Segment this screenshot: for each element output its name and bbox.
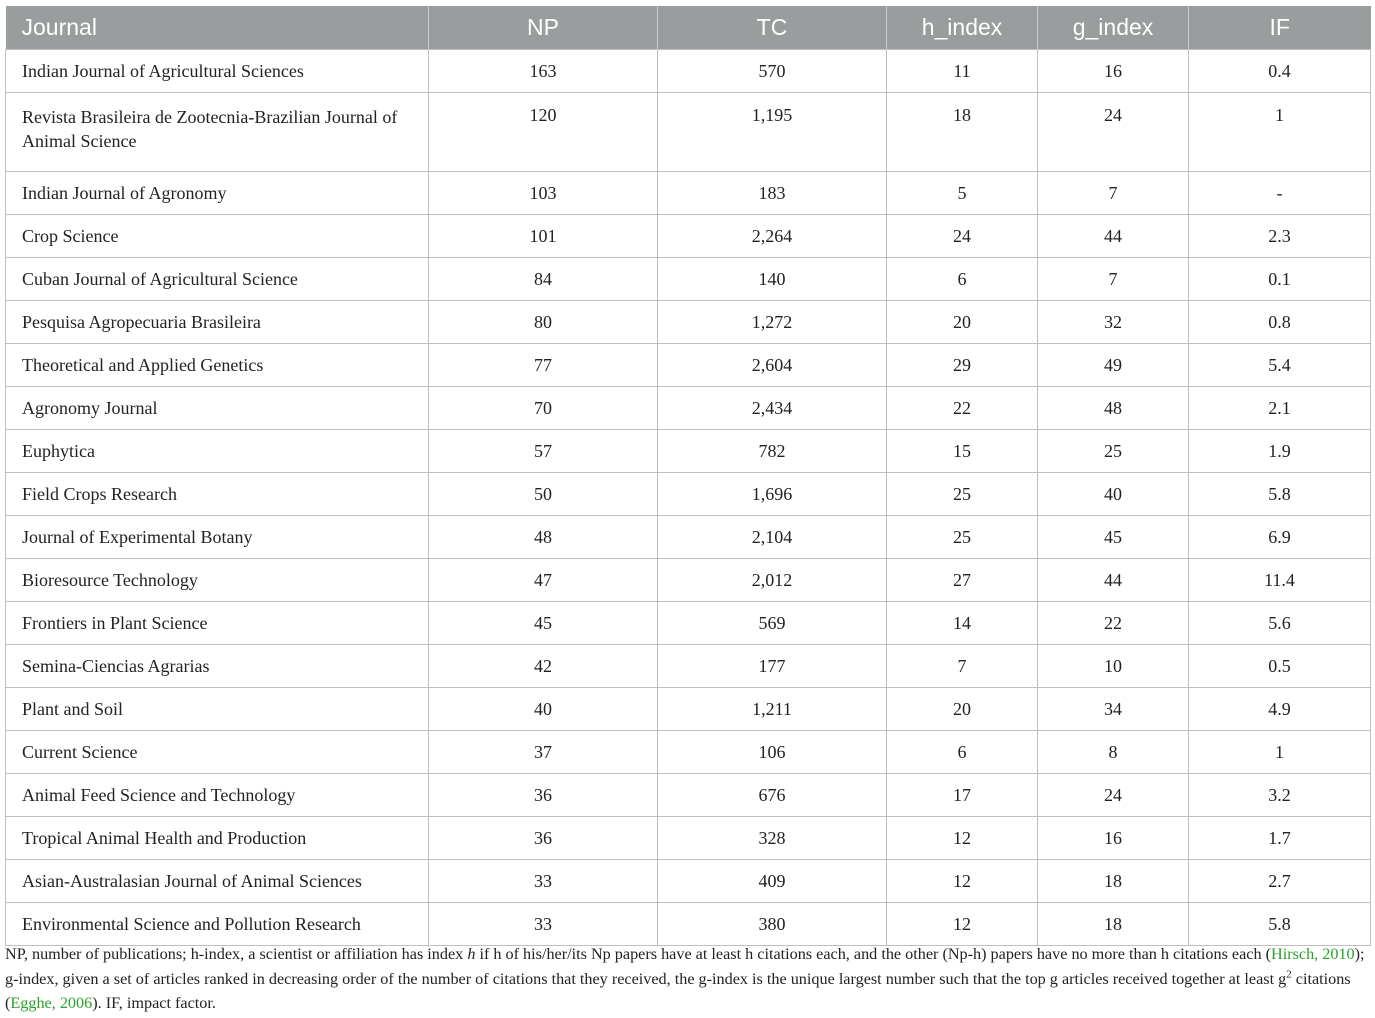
journal-name: Crop Science — [6, 215, 429, 258]
h-index-value: 17 — [887, 774, 1038, 817]
footnote-text: if h of his/her/its Np papers have at least h citations each, and the other (Np-h) papers have no more than h citations each ( — [475, 945, 1272, 963]
table-row — [6, 774, 1371, 817]
if-value: 1.9 — [1189, 430, 1371, 473]
header-tc: TC — [658, 6, 887, 50]
journal-name: Journal of Experimental Botany — [6, 516, 429, 559]
g-index-value: 7 — [1038, 258, 1189, 301]
g-index-value: 48 — [1038, 387, 1189, 430]
np-value: 36 — [429, 774, 658, 817]
footnote-text: ); g-index, given a set of articles ranked in decreasing order of the number of citations that they received, the g-index is the unique largest number such that the top g articles received together at least g — [5, 945, 1365, 988]
np-value: 50 — [429, 473, 658, 516]
table-row — [6, 903, 1371, 946]
g-index-value: 40 — [1038, 473, 1189, 516]
np-value: 37 — [429, 731, 658, 774]
g-index-value: 18 — [1038, 860, 1189, 903]
table-row — [6, 344, 1371, 387]
if-value: 4.9 — [1189, 688, 1371, 731]
np-value: 47 — [429, 559, 658, 602]
citation-link-hirsch[interactable]: Hirsch, 2010 — [1271, 945, 1355, 963]
np-value: 33 — [429, 903, 658, 946]
header-np: NP — [429, 6, 658, 50]
np-value: 101 — [429, 215, 658, 258]
g-index-value: 8 — [1038, 731, 1189, 774]
table-row — [6, 172, 1371, 215]
table-row — [6, 602, 1371, 645]
journal-name: Cuban Journal of Agricultural Science — [6, 258, 429, 301]
tc-value: 1,211 — [658, 688, 887, 731]
table-row — [6, 645, 1371, 688]
h-index-value: 22 — [887, 387, 1038, 430]
citation-link-egghe[interactable]: Egghe, 2006 — [10, 994, 93, 1012]
header-journal: Journal — [6, 6, 429, 50]
h-index-value: 6 — [887, 731, 1038, 774]
if-value: 0.5 — [1189, 645, 1371, 688]
tc-value: 177 — [658, 645, 887, 688]
if-value: 0.1 — [1189, 258, 1371, 301]
np-value: 70 — [429, 387, 658, 430]
np-value: 36 — [429, 817, 658, 860]
table-row — [6, 516, 1371, 559]
if-value: 3.2 — [1189, 774, 1371, 817]
h-index-value: 24 — [887, 215, 1038, 258]
g-index-value: 44 — [1038, 215, 1189, 258]
if-value: 0.8 — [1189, 301, 1371, 344]
table-row — [6, 93, 1371, 172]
tc-value: 328 — [658, 817, 887, 860]
header-row — [6, 6, 1371, 50]
journal-name: Bioresource Technology — [6, 559, 429, 602]
np-value: 40 — [429, 688, 658, 731]
tc-value: 1,696 — [658, 473, 887, 516]
header-h-index: h_index — [887, 6, 1038, 50]
footnote-text: citations ( — [5, 969, 1351, 1012]
table-row — [6, 473, 1371, 516]
g-index-value: 34 — [1038, 688, 1189, 731]
tc-value: 2,012 — [658, 559, 887, 602]
journal-name: Theoretical and Applied Genetics — [6, 344, 429, 387]
journal-name: Animal Feed Science and Technology — [6, 774, 429, 817]
tc-value: 569 — [658, 602, 887, 645]
h-index-value: 29 — [887, 344, 1038, 387]
journal-name: Euphytica — [6, 430, 429, 473]
if-value: - — [1189, 172, 1371, 215]
g-index-value: 49 — [1038, 344, 1189, 387]
footnote-text: NP, number of publications; h-index, a scientist or affiliation has index — [5, 945, 468, 963]
g-index-value: 22 — [1038, 602, 1189, 645]
if-value: 5.6 — [1189, 602, 1371, 645]
h-index-value: 12 — [887, 903, 1038, 946]
h-index-value: 11 — [887, 50, 1038, 93]
g-index-value: 16 — [1038, 817, 1189, 860]
np-value: 42 — [429, 645, 658, 688]
tc-value: 2,104 — [658, 516, 887, 559]
if-value: 0.4 — [1189, 50, 1371, 93]
tc-value: 2,604 — [658, 344, 887, 387]
np-value: 45 — [429, 602, 658, 645]
journal-name: Environmental Science and Pollution Research — [6, 903, 429, 946]
table-row — [6, 258, 1371, 301]
journal-name: Plant and Soil — [6, 688, 429, 731]
table-row — [6, 430, 1371, 473]
np-value: 80 — [429, 301, 658, 344]
if-value: 1 — [1189, 93, 1371, 172]
journal-name: Pesquisa Agropecuaria Brasileira — [6, 301, 429, 344]
journal-name: Revista Brasileira de Zootecnia-Brazilian Journal of Animal Science — [6, 93, 429, 172]
g-index-value: 44 — [1038, 559, 1189, 602]
journal-name: Tropical Animal Health and Production — [6, 817, 429, 860]
if-value: 11.4 — [1189, 559, 1371, 602]
h-index-value: 15 — [887, 430, 1038, 473]
tc-value: 140 — [658, 258, 887, 301]
h-index-value: 20 — [887, 688, 1038, 731]
np-value: 103 — [429, 172, 658, 215]
h-index-value: 12 — [887, 860, 1038, 903]
table-row — [6, 559, 1371, 602]
g-index-value: 10 — [1038, 645, 1189, 688]
g-index-value: 18 — [1038, 903, 1189, 946]
h-index-value: 27 — [887, 559, 1038, 602]
journal-name: Semina-Ciencias Agrarias — [6, 645, 429, 688]
tc-value: 106 — [658, 731, 887, 774]
footnote-text: ). IF, impact factor. — [92, 994, 216, 1012]
tc-value: 380 — [658, 903, 887, 946]
header-if: IF — [1189, 6, 1371, 50]
g-index-value: 24 — [1038, 93, 1189, 172]
footnote-superscript: 2 — [1286, 968, 1292, 981]
tc-value: 2,264 — [658, 215, 887, 258]
h-index-value: 14 — [887, 602, 1038, 645]
if-value: 5.8 — [1189, 903, 1371, 946]
g-index-value: 16 — [1038, 50, 1189, 93]
tc-value: 782 — [658, 430, 887, 473]
h-index-value: 20 — [887, 301, 1038, 344]
table-row — [6, 301, 1371, 344]
journal-name: Indian Journal of Agricultural Sciences — [6, 50, 429, 93]
np-value: 48 — [429, 516, 658, 559]
table-body — [6, 50, 1371, 946]
tc-value: 183 — [658, 172, 887, 215]
h-index-value: 5 — [887, 172, 1038, 215]
tc-value: 570 — [658, 50, 887, 93]
g-index-value: 24 — [1038, 774, 1189, 817]
if-value: 2.7 — [1189, 860, 1371, 903]
tc-value: 676 — [658, 774, 887, 817]
tc-value: 2,434 — [658, 387, 887, 430]
footnote-italic-h: h — [467, 945, 476, 963]
table-row — [6, 50, 1371, 93]
if-value: 2.1 — [1189, 387, 1371, 430]
table-row — [6, 387, 1371, 430]
table-row — [6, 731, 1371, 774]
journal-name: Current Science — [6, 731, 429, 774]
np-value: 33 — [429, 860, 658, 903]
g-index-value: 7 — [1038, 172, 1189, 215]
journal-name: Field Crops Research — [6, 473, 429, 516]
table-footnote — [5, 942, 1370, 1016]
if-value: 2.3 — [1189, 215, 1371, 258]
np-value: 163 — [429, 50, 658, 93]
tc-value: 1,272 — [658, 301, 887, 344]
if-value: 6.9 — [1189, 516, 1371, 559]
tc-value: 1,195 — [658, 93, 887, 172]
table-container — [5, 6, 1370, 946]
journal-name: Frontiers in Plant Science — [6, 602, 429, 645]
journal-table — [5, 6, 1371, 946]
tc-value: 409 — [658, 860, 887, 903]
if-value: 1.7 — [1189, 817, 1371, 860]
if-value: 5.8 — [1189, 473, 1371, 516]
h-index-value: 25 — [887, 473, 1038, 516]
np-value: 77 — [429, 344, 658, 387]
table-row — [6, 688, 1371, 731]
h-index-value: 25 — [887, 516, 1038, 559]
journal-name: Asian-Australasian Journal of Animal Sciences — [6, 860, 429, 903]
g-index-value: 25 — [1038, 430, 1189, 473]
header-g-index: g_index — [1038, 6, 1189, 50]
g-index-value: 32 — [1038, 301, 1189, 344]
table-row — [6, 860, 1371, 903]
np-value: 84 — [429, 258, 658, 301]
np-value: 57 — [429, 430, 658, 473]
if-value: 1 — [1189, 731, 1371, 774]
if-value: 5.4 — [1189, 344, 1371, 387]
h-index-value: 6 — [887, 258, 1038, 301]
h-index-value: 12 — [887, 817, 1038, 860]
h-index-value: 7 — [887, 645, 1038, 688]
table-row — [6, 817, 1371, 860]
journal-name: Agronomy Journal — [6, 387, 429, 430]
journal-name: Indian Journal of Agronomy — [6, 172, 429, 215]
table-row — [6, 215, 1371, 258]
h-index-value: 18 — [887, 93, 1038, 172]
g-index-value: 45 — [1038, 516, 1189, 559]
np-value: 120 — [429, 93, 658, 172]
